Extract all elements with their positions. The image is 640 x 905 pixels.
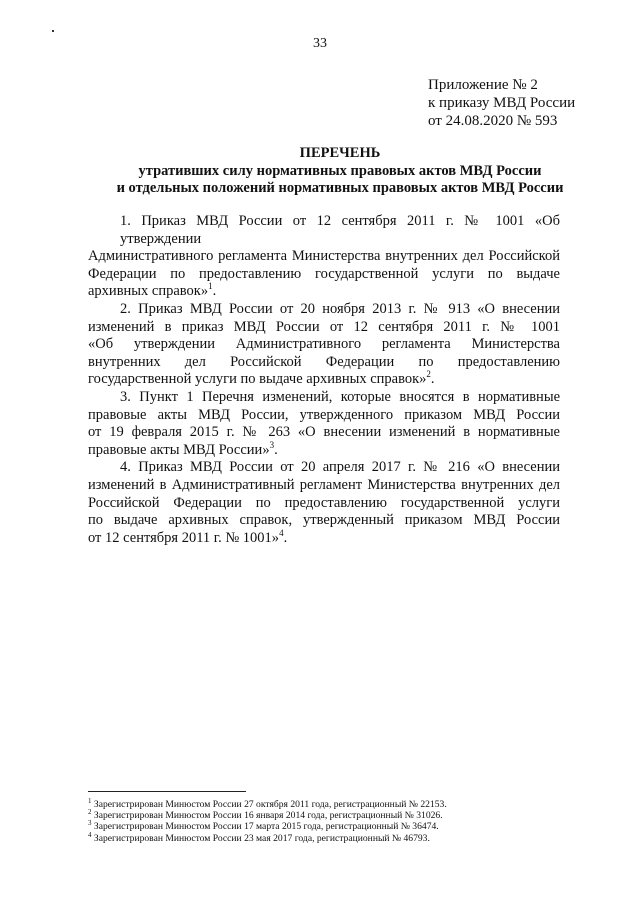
- list-item: [88, 389, 560, 459]
- paragraph-line: правовые акты МВД России»$^3$.: [88, 439, 278, 458]
- paragraph-line: Российской Федерации по предоставлению государственной услуги: [88, 494, 560, 511]
- footnote: [88, 830, 447, 844]
- appendix-line: от 24.08.2020 № 593: [428, 113, 558, 129]
- footnote-text: Зарегистрирован Минюстом России 27 октября 2011 года, регистрационный № 22153.: [91, 799, 447, 810]
- paragraph-line: «Об утверждении Административного регламента Министерства: [88, 336, 560, 353]
- document-title: [60, 145, 620, 198]
- paragraph-line: Административного регламента Министерства внутренних дел Российской: [88, 248, 560, 265]
- footnote-separator: [88, 791, 246, 792]
- paragraph-line: от 12 сентября 2011 г. № 1001»$^4$.: [88, 527, 288, 546]
- footnote-ref: 1: [208, 281, 213, 292]
- document-body: [88, 213, 560, 547]
- paragraph-line: внутренних дел Российской Федерации по предоставлению: [88, 353, 560, 370]
- page-number: 33: [313, 36, 327, 51]
- scan-speck: [52, 30, 54, 32]
- paragraph-line: изменений в приказ МВД России от 12 сентября 2011 г. № 1001: [88, 318, 560, 335]
- footnote-mark: 1: [88, 796, 92, 805]
- paragraph-line: 1. Приказ МВД России от 12 сентября 2011 г. № 1001 «Об утверждении: [120, 213, 560, 247]
- footnote-mark: 4: [88, 830, 92, 839]
- footnote-ref: 3: [269, 439, 275, 450]
- footnote-text: Зарегистрирован Минюстом России 23 мая 2017 года, регистрационный № 46793.: [91, 832, 430, 844]
- list-item: [88, 213, 560, 301]
- paragraph-line: государственной услуги по выдаче архивных справок»$^2$.: [88, 369, 435, 388]
- footnote-ref: 2: [426, 369, 431, 380]
- paragraph-line: по выдаче архивных справок, утвержденный приказом МВД России: [88, 512, 560, 529]
- list-item: [88, 459, 560, 547]
- appendix-line: к приказу МВД России: [428, 95, 576, 111]
- footnote: [88, 810, 447, 821]
- footnote: [88, 821, 447, 832]
- paragraph-line: правовые акты МВД России, утвержденного приказом МВД России: [88, 406, 560, 423]
- paragraph-line: изменений в Административный регламент Министерства внутренних дел: [88, 476, 560, 493]
- title-line: ПЕРЕЧЕНЬ: [299, 145, 381, 161]
- list-item: [88, 301, 560, 389]
- footnote-mark: 2: [88, 808, 92, 817]
- footnote-text: Зарегистрирован Минюстом России 17 марта 2015 года, регистрационный № 36474.: [91, 821, 439, 833]
- paragraph-line: от 19 февраля 2015 г. № 263 «О внесении изменений в нормативные: [88, 424, 560, 441]
- paragraph-line: архивных справок»$^1$.: [88, 281, 217, 300]
- footnote-ref: 4: [279, 527, 284, 538]
- footnote-mark: 3: [88, 819, 92, 828]
- title-line: утративших силу нормативных правовых актов МВД России: [138, 162, 542, 179]
- footnote: [88, 796, 447, 810]
- footnotes: [88, 796, 447, 844]
- appendix-line: Приложение № 2: [428, 77, 538, 93]
- appendix-header: [428, 76, 575, 130]
- paragraph-line: 2. Приказ МВД России от 20 ноября 2013 г. № 913 «О внесении: [120, 300, 560, 317]
- paragraph-line: 4. Приказ МВД России от 20 апреля 2017 г. № 216 «О внесении: [120, 459, 560, 476]
- title-line: и отдельных положений нормативных правовых актов МВД России: [116, 180, 564, 196]
- footnote-text: Зарегистрирован Минюстом России 16 января 2014 года, регистрационный № 31026.: [91, 810, 443, 822]
- paragraph-line: Федерации по предоставлению государственной услуги по выдаче: [88, 265, 560, 282]
- paragraph-line: 3. Пункт 1 Перечня изменений, которые вносятся в нормативные: [120, 388, 560, 405]
